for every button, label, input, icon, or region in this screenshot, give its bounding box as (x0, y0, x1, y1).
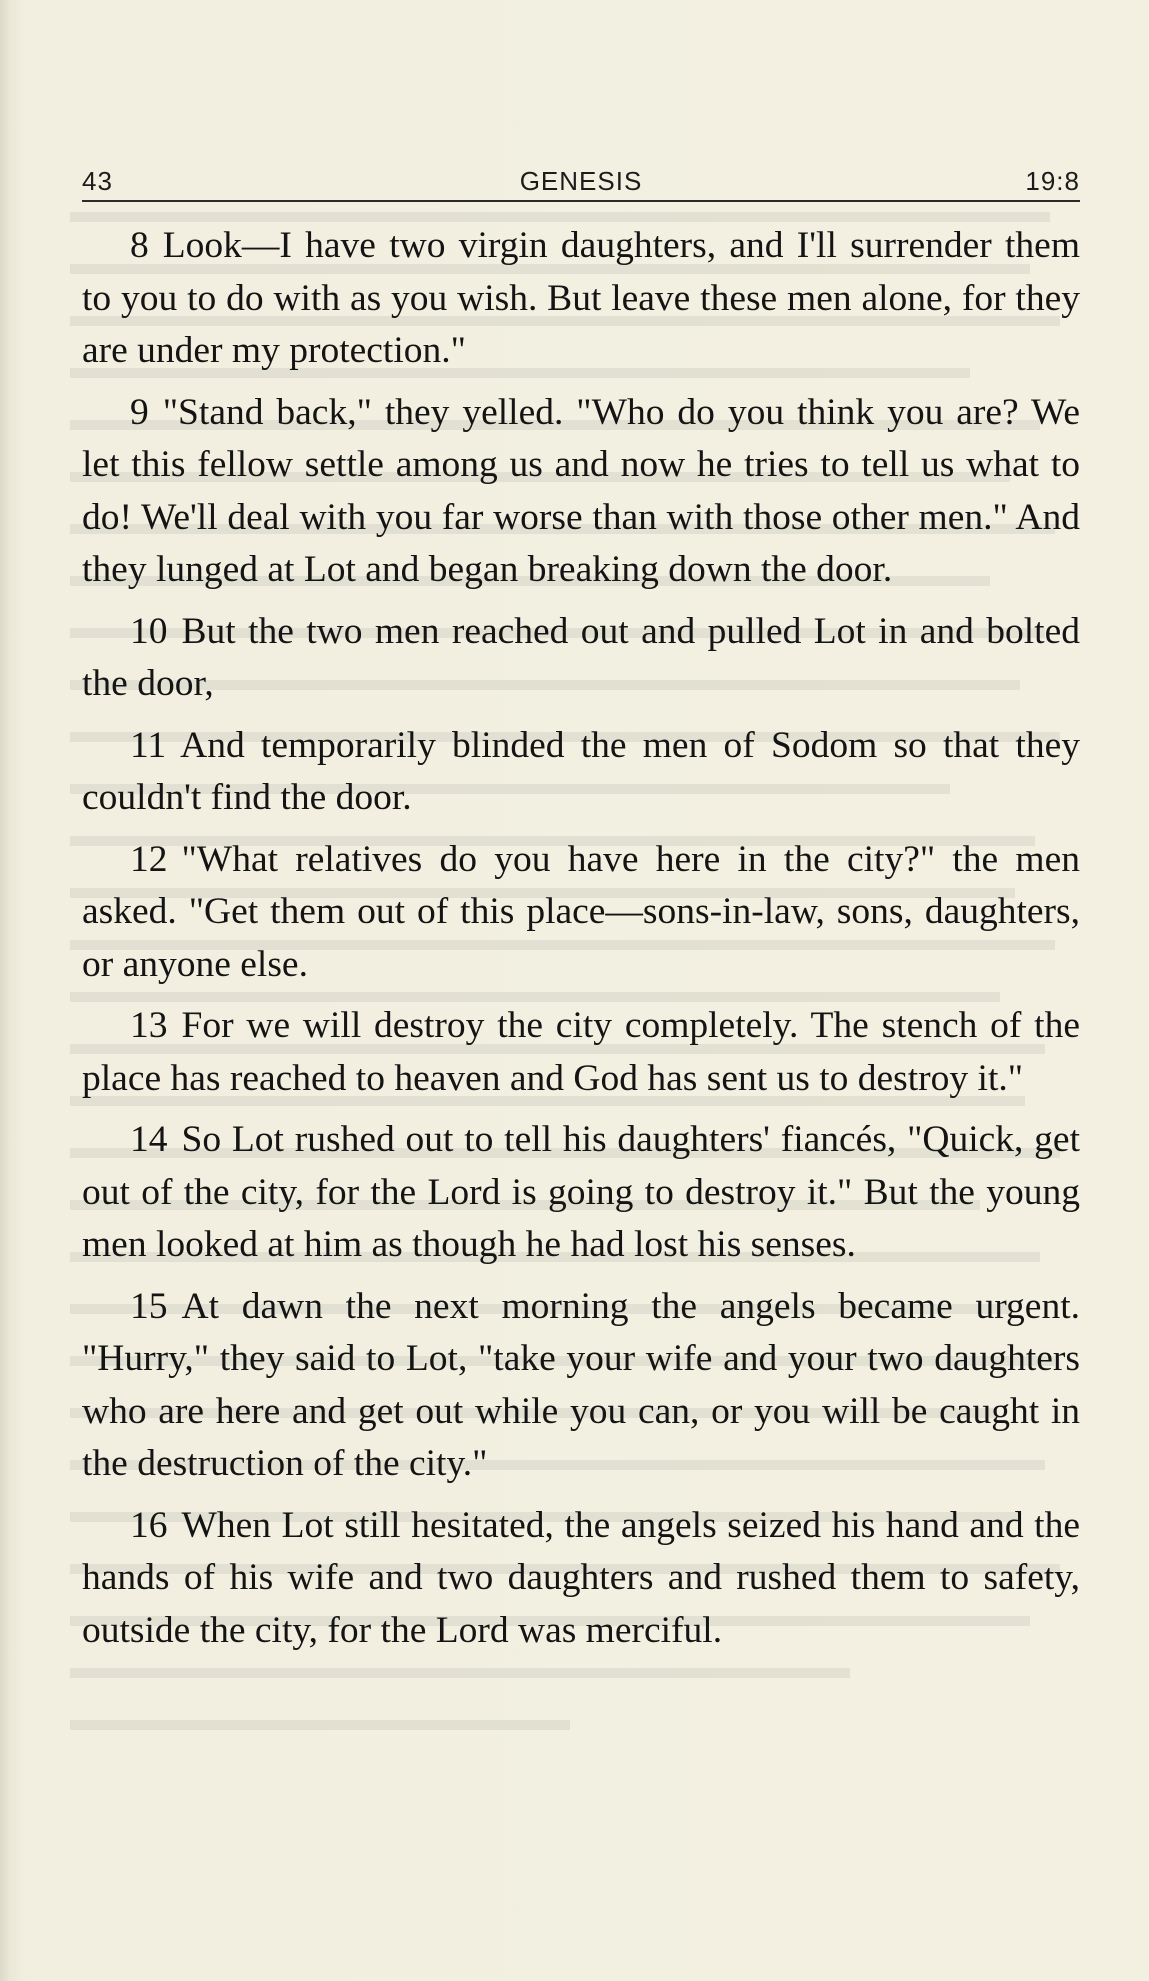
verse-number: 10 (130, 610, 168, 652)
verse-number: 13 (130, 1005, 168, 1046)
verse-number: 15 (130, 1285, 168, 1327)
body-text (82, 220, 1080, 1666)
verse-text: Look—I have two virgin daughters, and I'll surrender them to you to do with as you wish. But leave these men alone, for they are under my protection." (82, 225, 1080, 371)
verse-text: At dawn the next morning the angels became urgent. "Hurry," they said to Lot, "take your wife and your two daughters who are here and get out while you can, or you will be caught in the destruction of the city." (82, 1285, 1080, 1484)
verse-text: And temporarily blinded the men of Sodom so that they couldn't find the door. (82, 724, 1080, 818)
verse-text: So Lot rushed out to tell his daughters' fiancés, "Quick, get out of the city, for the Lord is going to destroy it." But the young men looked at him as though he had lost his senses. (82, 1119, 1080, 1265)
verse-text: For we will destroy the city completely. The stench of the place has reached to heaven and God has sent us to destroy it." (82, 1005, 1080, 1099)
page-number: 43 (82, 166, 113, 196)
verse-text: When Lot still hesitated, the angels seized his hand and the hands of his wife and two daughters and rushed them to safety, outside the city, for the Lord was merciful. (82, 1504, 1080, 1651)
verse-9 (82, 387, 1080, 597)
verse-11 (82, 720, 1080, 825)
verse-8 (82, 220, 1080, 378)
verse-number: 9 (130, 391, 149, 433)
verse-12 (82, 834, 1080, 992)
book-title: GENESIS (519, 166, 643, 196)
verse-15 (82, 1281, 1080, 1491)
verse-text: But the two men reached out and pulled Lot in and bolted the door, (82, 610, 1080, 704)
running-header (82, 162, 1080, 202)
verse-13 (82, 1000, 1080, 1105)
verse-text: "What relatives do you have here in the city?" the men asked. "Get them out of this place—sons-in-law, sons, daughters, or anyone else. (82, 838, 1080, 985)
verse-10 (82, 606, 1080, 711)
verse-number: 11 (130, 724, 167, 766)
verse-number: 14 (130, 1119, 168, 1160)
verse-number: 16 (130, 1504, 168, 1546)
verse-number: 8 (130, 225, 149, 266)
verse-16 (82, 1500, 1080, 1658)
verse-14 (82, 1114, 1080, 1272)
verse-text: "Stand back," they yelled. "Who do you think you are? We let this fellow settle among us and now he tries to tell us what to do! We'll deal with you far worse than with those other men." And they lunged at Lot and began breaking down the door. (82, 391, 1080, 590)
verse-number: 12 (130, 838, 168, 880)
chapter-verse-reference: 19:8 (1025, 166, 1080, 196)
